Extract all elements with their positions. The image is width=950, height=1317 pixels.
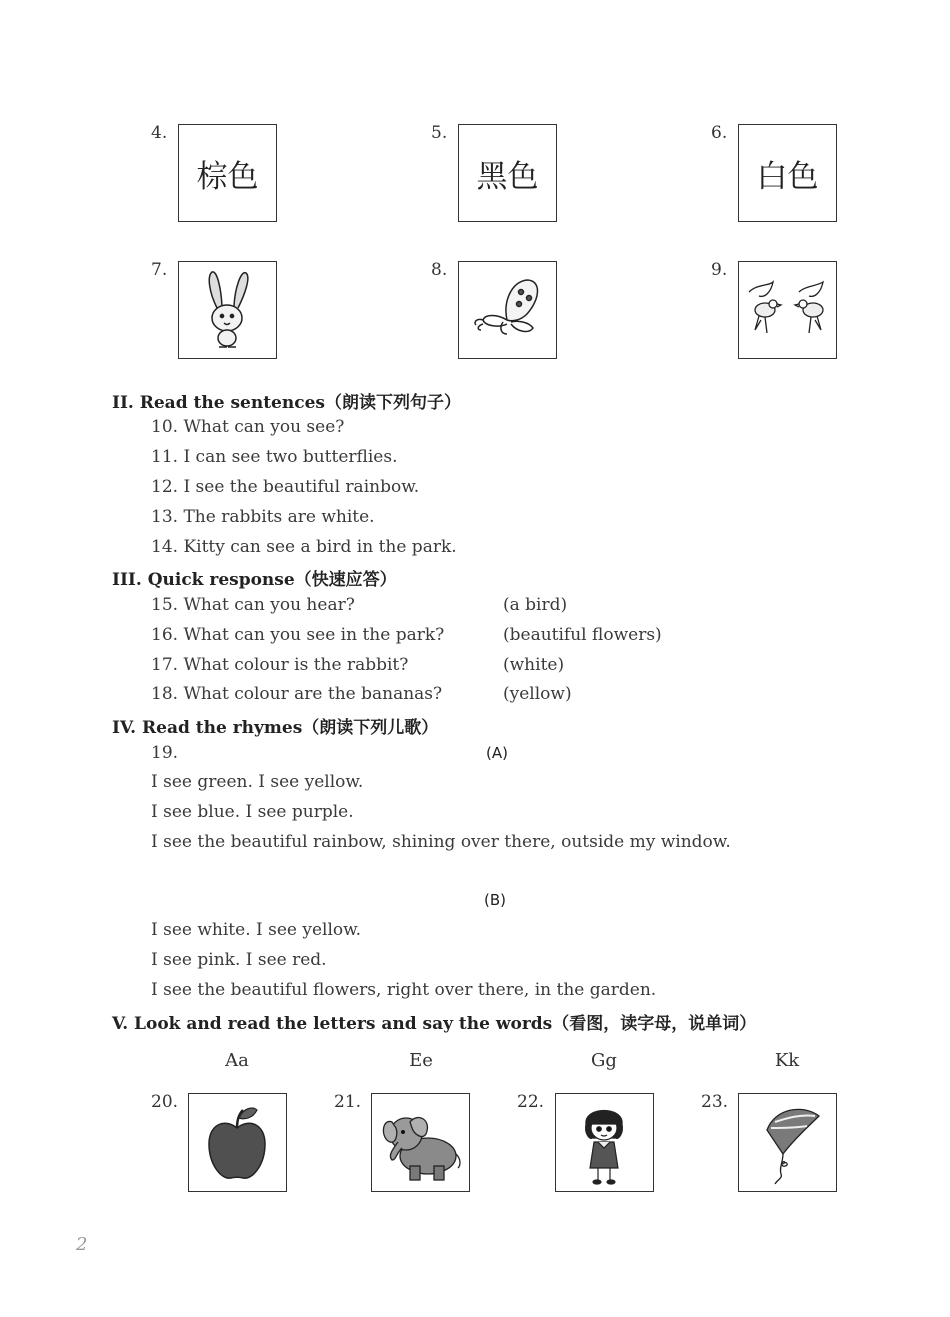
rhyme-line: I see green. I see yellow. — [151, 772, 364, 792]
answer-hint: (yellow) — [503, 684, 572, 704]
page-number: 2 — [76, 1234, 88, 1255]
item-number: 22. — [517, 1092, 545, 1112]
picture-box — [178, 261, 277, 359]
sentence-line: 12. I see the beautiful rainbow. — [151, 477, 420, 497]
section-heading: IV. Read the rhymes（朗读下列儿歌） — [112, 718, 439, 738]
letter-pair: Aa — [225, 1050, 249, 1071]
rabbit-icon — [179, 262, 276, 358]
color-word-box — [458, 124, 557, 222]
letter-pair: Ee — [409, 1050, 433, 1071]
question-line: 18. What colour are the bananas? — [151, 684, 443, 704]
section-heading: II. Read the sentences（朗读下列句子） — [112, 393, 461, 413]
rhyme-label: (B) — [484, 891, 506, 909]
picture-box — [738, 1093, 837, 1192]
picture-box — [371, 1093, 470, 1192]
color-word-box — [738, 124, 837, 222]
item-number: 8. — [431, 260, 448, 280]
item-number: 19. — [151, 743, 179, 763]
picture-box — [188, 1093, 287, 1192]
question-line: 16. What can you see in the park? — [151, 625, 445, 645]
girl-icon — [556, 1094, 653, 1191]
letter-pair: Gg — [591, 1050, 617, 1071]
birds-icon — [739, 262, 836, 358]
rhyme-label: (A) — [486, 744, 508, 762]
answer-hint: (beautiful flowers) — [503, 625, 662, 645]
question-line: 17. What colour is the rabbit? — [151, 655, 409, 675]
item-number: 4. — [151, 123, 168, 143]
item-number: 9. — [711, 260, 728, 280]
sentence-line: 13. The rabbits are white. — [151, 507, 375, 527]
sentence-line: 10. What can you see? — [151, 417, 345, 437]
section-heading: III. Quick response（快速应答） — [112, 570, 397, 590]
answer-hint: (a bird) — [503, 595, 568, 615]
item-number: 23. — [701, 1092, 729, 1112]
item-number: 21. — [334, 1092, 362, 1112]
letter-pair: Kk — [774, 1050, 800, 1071]
sentence-line: 11. I can see two butterflies. — [151, 447, 398, 467]
butterfly-icon — [459, 262, 556, 358]
item-number: 7. — [151, 260, 168, 280]
sentence-line: 14. Kitty can see a bird in the park. — [151, 537, 457, 557]
rhyme-line: I see white. I see yellow. — [151, 920, 362, 940]
picture-box — [555, 1093, 654, 1192]
rhyme-line: I see blue. I see purple. — [151, 802, 354, 822]
section-heading: V. Look and read the letters and say the words（看图，读字母，说单词） — [112, 1014, 757, 1034]
color-word: 黑色 — [476, 158, 539, 195]
item-number: 6. — [711, 123, 728, 143]
color-word: 棕色 — [196, 158, 259, 195]
item-number: 5. — [431, 123, 448, 143]
color-word: 白色 — [756, 158, 819, 195]
answer-hint: (white) — [503, 655, 565, 675]
rhyme-line: I see the beautiful flowers, right over there, in the garden. — [151, 980, 657, 1000]
elephant-icon — [372, 1094, 469, 1191]
color-word-box — [178, 124, 277, 222]
apple-icon — [189, 1094, 286, 1191]
kite-icon — [739, 1094, 836, 1191]
item-number: 20. — [151, 1092, 179, 1112]
picture-box — [458, 261, 557, 359]
picture-box — [738, 261, 837, 359]
question-line: 15. What can you hear? — [151, 595, 355, 615]
rhyme-line: I see pink. I see red. — [151, 950, 327, 970]
rhyme-line: I see the beautiful rainbow, shining over there, outside my window. — [151, 832, 731, 852]
